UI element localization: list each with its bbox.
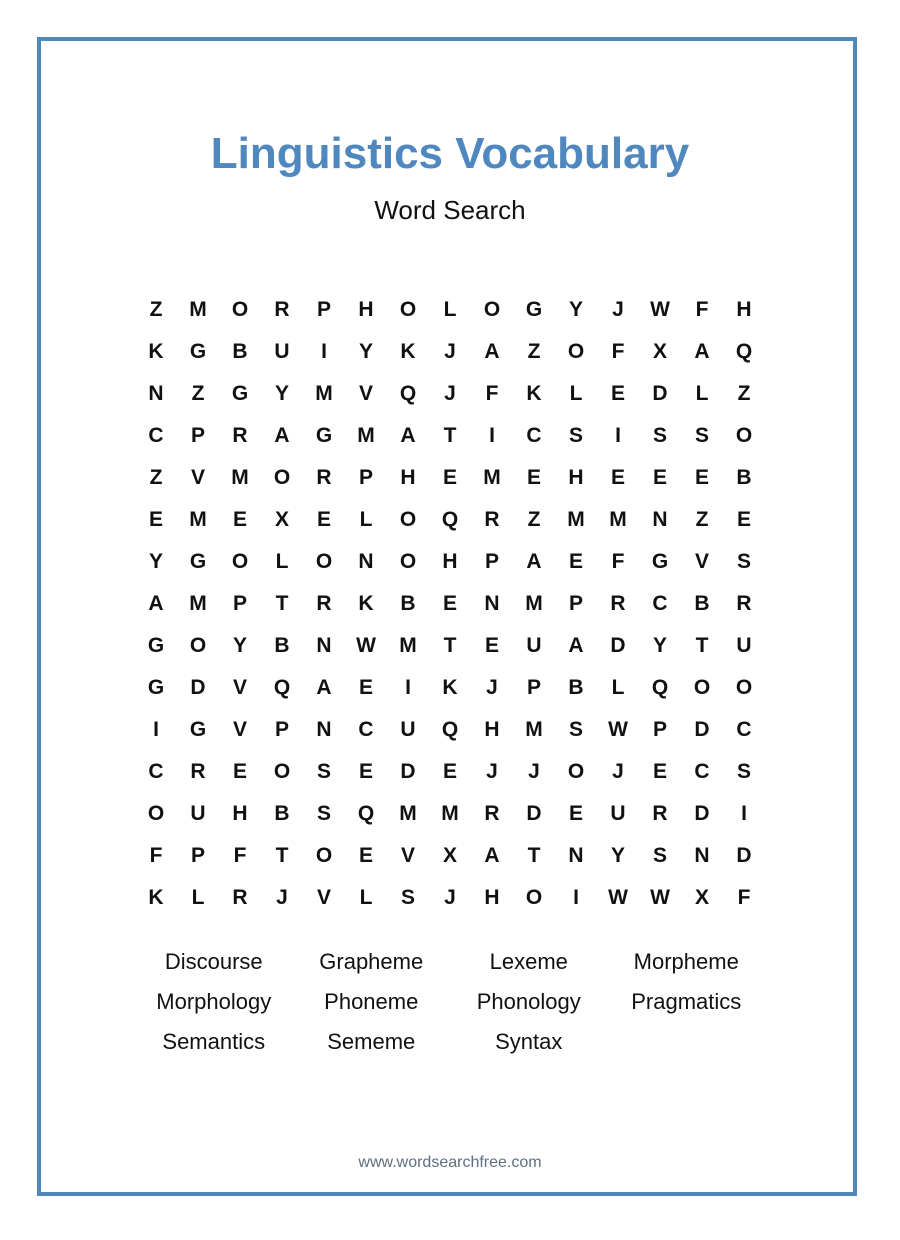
grid-letter: S: [568, 424, 583, 447]
grid-letter: D: [736, 844, 752, 867]
grid-letter: D: [526, 802, 542, 825]
grid-letter: V: [358, 382, 373, 405]
grid-letter: L: [359, 508, 373, 531]
letter-grid: [135, 289, 765, 919]
grid-letter: I: [573, 886, 579, 909]
grid-letter: Q: [441, 718, 459, 741]
grid-letter: N: [694, 844, 710, 867]
grid-letter: H: [736, 298, 752, 321]
word-list-item: Semantics: [162, 1029, 266, 1054]
grid-letter: A: [316, 676, 332, 699]
grid-letter: C: [358, 718, 374, 741]
grid-letter: X: [694, 886, 709, 909]
grid-letter: Y: [610, 844, 625, 867]
grid-letter: I: [405, 676, 411, 699]
grid-letter: V: [316, 886, 331, 909]
grid-letter: E: [232, 760, 247, 783]
grid-letter: J: [444, 886, 456, 909]
grid-letter: N: [316, 718, 332, 741]
grid-letter: D: [694, 802, 710, 825]
grid-letter: A: [526, 550, 542, 573]
grid-letter: U: [610, 802, 626, 825]
grid-letter: Y: [358, 340, 373, 363]
page-subtitle: Word Search: [374, 195, 526, 225]
grid-letter: M: [525, 718, 543, 741]
grid-letter: O: [525, 886, 543, 909]
grid-letter: U: [190, 802, 206, 825]
grid-letter: I: [321, 340, 327, 363]
grid-letter: C: [148, 424, 164, 447]
grid-letter: V: [232, 718, 247, 741]
grid-letter: E: [442, 466, 457, 489]
grid-letter: O: [483, 298, 501, 321]
grid-letter: I: [615, 424, 621, 447]
page-title: Linguistics Vocabulary: [210, 129, 690, 178]
grid-letter: P: [484, 550, 499, 573]
grid-letter: D: [694, 718, 710, 741]
grid-letter: R: [484, 802, 500, 825]
grid-letter: Z: [191, 382, 205, 405]
grid-letter: I: [741, 802, 747, 825]
grid-letter: O: [399, 298, 417, 321]
grid-letter: Q: [651, 676, 669, 699]
grid-letter: E: [652, 760, 667, 783]
grid-letter: S: [736, 760, 751, 783]
grid-letter: S: [736, 550, 751, 573]
grid-letter: O: [693, 676, 711, 699]
grid-letter: P: [316, 298, 331, 321]
grid-letter: M: [357, 424, 375, 447]
word-list-item: Morpheme: [633, 949, 739, 974]
word-list-item: Grapheme: [319, 949, 424, 974]
grid-letter: R: [316, 592, 332, 615]
grid-letter: G: [525, 298, 543, 321]
grid-letter: L: [359, 886, 373, 909]
grid-letter: K: [148, 340, 164, 363]
grid-letter: Y: [232, 634, 247, 657]
grid-letter: F: [611, 340, 625, 363]
grid-letter: B: [694, 592, 710, 615]
word-list-item: Syntax: [495, 1029, 563, 1054]
grid-letter: M: [189, 508, 207, 531]
grid-letter: N: [652, 508, 668, 531]
grid-letter: R: [316, 466, 332, 489]
grid-letter: J: [528, 760, 540, 783]
grid-letter: U: [400, 718, 416, 741]
grid-letter: E: [442, 592, 457, 615]
grid-letter: Y: [148, 550, 163, 573]
word-list-item: Sememe: [327, 1029, 416, 1054]
grid-letter: O: [567, 760, 585, 783]
grid-letter: P: [358, 466, 373, 489]
grid-letter: E: [610, 382, 625, 405]
grid-letter: M: [399, 634, 417, 657]
grid-letter: J: [486, 676, 498, 699]
grid-letter: O: [147, 802, 165, 825]
grid-letter: L: [569, 382, 583, 405]
grid-letter: P: [526, 676, 541, 699]
grid-letter: P: [568, 592, 583, 615]
grid-letter: L: [443, 298, 457, 321]
grid-letter: O: [231, 550, 249, 573]
grid-letter: F: [233, 844, 247, 867]
grid-letter: B: [568, 676, 584, 699]
grid-letter: W: [608, 718, 628, 741]
grid-letter: S: [652, 424, 667, 447]
grid-letter: G: [231, 382, 249, 405]
grid-letter: Y: [274, 382, 289, 405]
grid-letter: T: [275, 592, 289, 615]
grid-letter: L: [611, 676, 625, 699]
grid-letter: N: [148, 382, 164, 405]
grid-letter: O: [399, 550, 417, 573]
grid-letter: O: [399, 508, 417, 531]
grid-letter: R: [610, 592, 626, 615]
word-list-item: Phonology: [476, 989, 581, 1014]
grid-letter: H: [484, 886, 500, 909]
grid-letter: O: [735, 424, 753, 447]
grid-letter: O: [189, 634, 207, 657]
grid-letter: R: [274, 298, 290, 321]
grid-letter: M: [525, 592, 543, 615]
grid-letter: R: [190, 760, 206, 783]
grid-letter: Q: [357, 802, 375, 825]
grid-letter: F: [485, 382, 499, 405]
grid-letter: L: [191, 886, 205, 909]
grid-letter: B: [736, 466, 752, 489]
grid-letter: C: [736, 718, 752, 741]
grid-letter: M: [189, 298, 207, 321]
grid-letter: G: [189, 550, 207, 573]
grid-letter: G: [147, 676, 165, 699]
grid-letter: R: [736, 592, 752, 615]
grid-letter: E: [442, 760, 457, 783]
grid-letter: H: [484, 718, 500, 741]
grid-letter: J: [612, 760, 624, 783]
grid-letter: Y: [568, 298, 583, 321]
grid-letter: D: [190, 676, 206, 699]
grid-letter: O: [315, 550, 333, 573]
grid-letter: Z: [527, 508, 541, 531]
word-list-item: Pragmatics: [631, 989, 742, 1014]
grid-letter: N: [568, 844, 584, 867]
grid-letter: A: [484, 340, 500, 363]
grid-letter: M: [609, 508, 627, 531]
grid-letter: W: [356, 634, 376, 657]
grid-letter: Z: [527, 340, 541, 363]
grid-letter: T: [695, 634, 709, 657]
grid-letter: E: [316, 508, 331, 531]
grid-letter: M: [315, 382, 333, 405]
grid-letter: Q: [399, 382, 417, 405]
grid-letter: C: [694, 760, 710, 783]
grid-letter: T: [527, 844, 541, 867]
grid-letter: I: [153, 718, 159, 741]
grid-letter: P: [232, 592, 247, 615]
grid-letter: H: [568, 466, 584, 489]
grid-letter: V: [400, 844, 415, 867]
grid-letter: T: [275, 844, 289, 867]
grid-letter: E: [568, 802, 583, 825]
grid-letter: R: [484, 508, 500, 531]
grid-letter: S: [400, 886, 415, 909]
grid-letter: Z: [737, 382, 751, 405]
grid-letter: W: [608, 886, 628, 909]
grid-letter: K: [442, 676, 458, 699]
grid-letter: N: [358, 550, 374, 573]
grid-letter: E: [358, 760, 373, 783]
grid-letter: K: [148, 886, 164, 909]
grid-letter: K: [526, 382, 542, 405]
grid-letter: F: [611, 550, 625, 573]
grid-letter: F: [737, 886, 751, 909]
grid-letter: V: [694, 550, 709, 573]
grid-letter: N: [484, 592, 500, 615]
grid-letter: E: [610, 466, 625, 489]
grid-letter: Y: [652, 634, 667, 657]
grid-letter: R: [232, 424, 248, 447]
grid-letter: V: [190, 466, 205, 489]
grid-letter: L: [695, 382, 709, 405]
grid-letter: C: [148, 760, 164, 783]
word-list-item: Phoneme: [324, 989, 419, 1014]
grid-letter: G: [147, 634, 165, 657]
grid-letter: B: [232, 340, 248, 363]
grid-letter: K: [358, 592, 374, 615]
grid-letter: M: [441, 802, 459, 825]
grid-letter: S: [316, 760, 331, 783]
grid-letter: E: [652, 466, 667, 489]
grid-letter: M: [567, 508, 585, 531]
word-list-item: Lexeme: [489, 949, 568, 974]
grid-letter: P: [274, 718, 289, 741]
grid-letter: O: [735, 676, 753, 699]
grid-letter: E: [148, 508, 163, 531]
grid-letter: E: [358, 844, 373, 867]
grid-letter: H: [232, 802, 248, 825]
grid-letter: D: [652, 382, 668, 405]
grid-letter: J: [444, 382, 456, 405]
grid-letter: G: [189, 718, 207, 741]
grid-letter: X: [652, 340, 667, 363]
grid-letter: Q: [735, 340, 753, 363]
grid-letter: O: [231, 298, 249, 321]
grid-letter: D: [610, 634, 626, 657]
grid-letter: W: [650, 886, 670, 909]
grid-letter: Q: [273, 676, 291, 699]
grid-letter: O: [273, 466, 291, 489]
grid-letter: P: [190, 844, 205, 867]
grid-letter: M: [231, 466, 249, 489]
grid-letter: R: [232, 886, 248, 909]
grid-letter: W: [650, 298, 670, 321]
grid-letter: M: [483, 466, 501, 489]
grid-letter: B: [274, 634, 290, 657]
grid-letter: N: [316, 634, 332, 657]
grid-letter: C: [526, 424, 542, 447]
grid-letter: A: [400, 424, 416, 447]
grid-letter: B: [400, 592, 416, 615]
grid-letter: F: [695, 298, 709, 321]
grid-letter: C: [652, 592, 668, 615]
word-list: [135, 942, 765, 1062]
grid-letter: J: [486, 760, 498, 783]
grid-letter: J: [612, 298, 624, 321]
grid-letter: H: [358, 298, 374, 321]
grid-letter: Z: [149, 466, 163, 489]
grid-letter: O: [567, 340, 585, 363]
grid-letter: E: [232, 508, 247, 531]
grid-letter: A: [694, 340, 710, 363]
word-list-item: Discourse: [164, 949, 263, 974]
grid-letter: O: [273, 760, 291, 783]
grid-letter: E: [694, 466, 709, 489]
grid-letter: A: [568, 634, 584, 657]
grid-letter: Z: [695, 508, 709, 531]
grid-letter: X: [442, 844, 457, 867]
grid-letter: A: [148, 592, 164, 615]
grid-letter: U: [274, 340, 290, 363]
grid-letter: E: [568, 550, 583, 573]
grid-letter: Q: [441, 508, 459, 531]
grid-letter: E: [736, 508, 751, 531]
grid-letter: G: [315, 424, 333, 447]
grid-letter: S: [568, 718, 583, 741]
grid-letter: F: [149, 844, 163, 867]
grid-letter: T: [443, 424, 457, 447]
grid-letter: A: [484, 844, 500, 867]
grid-letter: M: [189, 592, 207, 615]
grid-letter: H: [400, 466, 416, 489]
grid-letter: I: [489, 424, 495, 447]
grid-letter: G: [651, 550, 669, 573]
footer-url: www.wordsearchfree.com: [358, 1154, 542, 1171]
grid-letter: A: [274, 424, 290, 447]
grid-letter: E: [526, 466, 541, 489]
grid-letter: M: [399, 802, 417, 825]
grid-letter: E: [484, 634, 499, 657]
grid-letter: X: [274, 508, 289, 531]
grid-letter: T: [443, 634, 457, 657]
grid-letter: E: [358, 676, 373, 699]
word-list-item: Morphology: [156, 989, 272, 1014]
grid-letter: J: [444, 340, 456, 363]
grid-letter: J: [276, 886, 288, 909]
grid-letter: R: [652, 802, 668, 825]
grid-letter: L: [275, 550, 289, 573]
grid-letter: D: [400, 760, 416, 783]
grid-letter: G: [189, 340, 207, 363]
grid-letter: O: [315, 844, 333, 867]
grid-letter: H: [442, 550, 458, 573]
grid-letter: U: [736, 634, 752, 657]
grid-letter: V: [232, 676, 247, 699]
grid-letter: P: [190, 424, 205, 447]
grid-letter: K: [400, 340, 416, 363]
grid-letter: S: [316, 802, 331, 825]
grid-letter: P: [652, 718, 667, 741]
grid-letter: U: [526, 634, 542, 657]
grid-letter: S: [652, 844, 667, 867]
grid-letter: B: [274, 802, 290, 825]
grid-letter: S: [694, 424, 709, 447]
grid-letter: Z: [149, 298, 163, 321]
